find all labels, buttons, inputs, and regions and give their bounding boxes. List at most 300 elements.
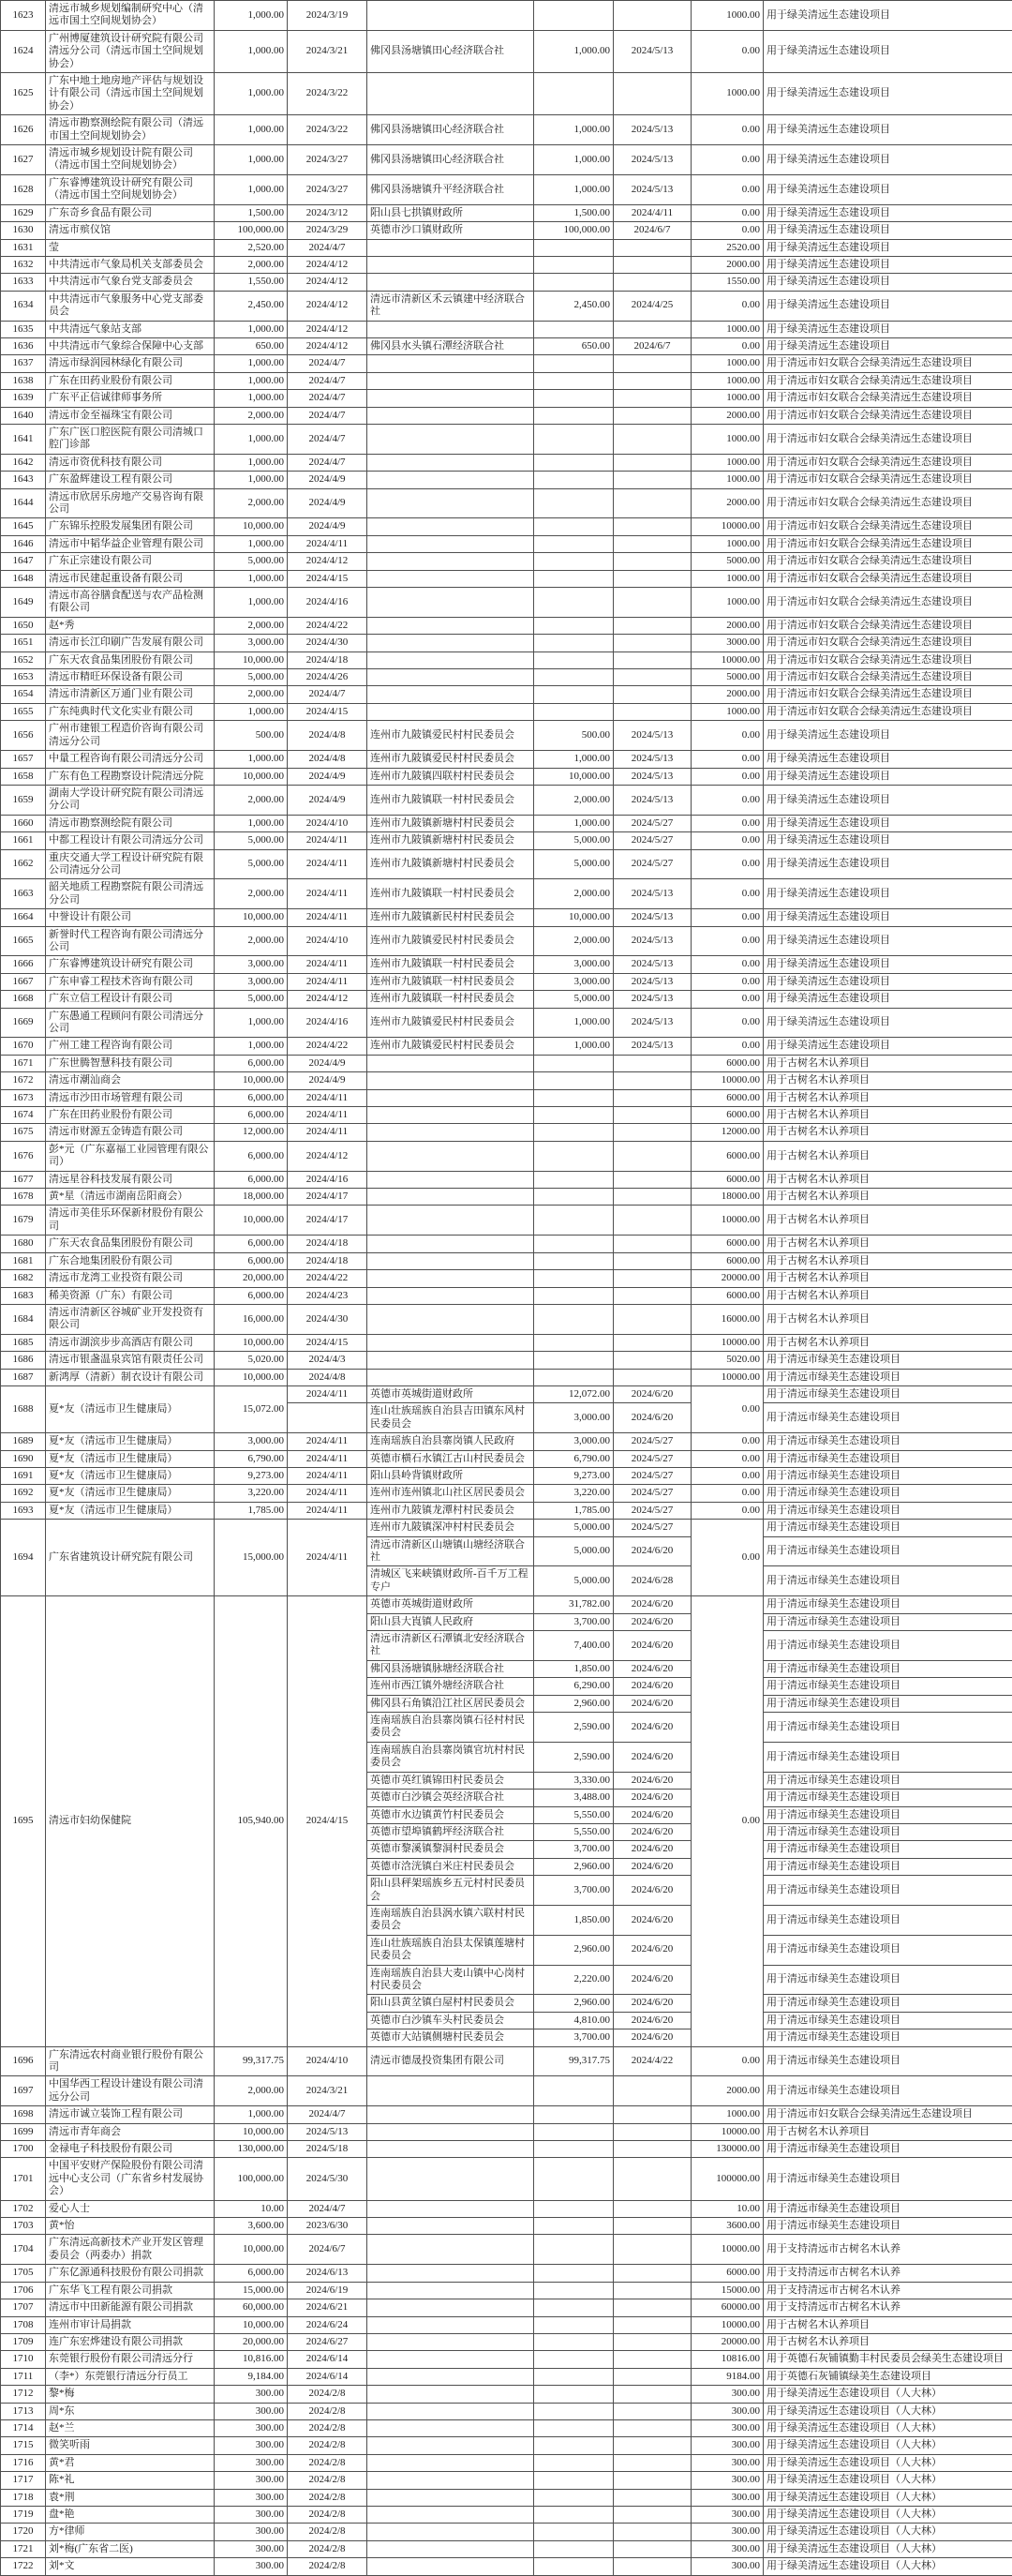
table-row bbox=[1, 879, 1012, 909]
cell-donor-name: 连州市审计局捐款 bbox=[46, 2316, 215, 2333]
cell-purpose: 用于古树名木认养项目 bbox=[764, 2333, 1012, 2350]
cell-disbursed-amount bbox=[534, 535, 614, 552]
cell-donation-amount: 10,000.00 bbox=[215, 2316, 288, 2333]
cell-row-number: 1717 bbox=[1, 2472, 46, 2489]
cell-purpose: 用于绿美清远生态建设项目 bbox=[764, 337, 1012, 354]
cell-donor-name: 广东广医口腔医院有限公司清城口腔门诊部 bbox=[46, 424, 215, 454]
cell-recipient-name: 佛冈县水头镇石潭经济联合社 bbox=[367, 337, 534, 354]
cell-donation-amount: 500.00 bbox=[215, 721, 288, 751]
cell-purpose: 用于清远市绿美生态建设项目 bbox=[764, 1433, 1012, 1450]
table-row bbox=[1, 1433, 1012, 1450]
cell-donation-amount: 20,000.00 bbox=[215, 2333, 288, 2350]
cell-purpose: 用于古树名木认养项目 bbox=[764, 1206, 1012, 1236]
cell-recipient-name bbox=[367, 588, 534, 618]
cell-donation-date: 2024/4/11 bbox=[288, 535, 367, 552]
cell-donation-amount: 6,000.00 bbox=[215, 1055, 288, 1071]
cell-balance: 0.00 bbox=[692, 1038, 764, 1055]
cell-donation-date: 2024/4/11 bbox=[288, 1485, 367, 1502]
cell-donation-date: 2024/4/18 bbox=[288, 1252, 367, 1269]
cell-purpose: 用于英德石灰铺镇绿美生态建设项目 bbox=[764, 2368, 1012, 2385]
cell-purpose: 用于清远市绿美生态建设项目 bbox=[764, 2076, 1012, 2106]
cell-row-number: 1671 bbox=[1, 1055, 46, 1071]
cell-recipient-name: 英德市浛洸镇白米庄村民委员会 bbox=[367, 1858, 534, 1875]
cell-disbursed-date bbox=[614, 355, 692, 372]
cell-purpose: 用于绿美清远生态建设项目（人大林） bbox=[764, 2472, 1012, 2489]
table-row bbox=[1, 535, 1012, 552]
cell-donation-date: 2024/4/16 bbox=[288, 588, 367, 618]
cell-donation-amount: 2,000.00 bbox=[215, 785, 288, 815]
cell-disbursed-date bbox=[614, 570, 692, 587]
table-row bbox=[1, 239, 1012, 256]
cell-donation-amount: 105,940.00 bbox=[215, 1596, 288, 2046]
cell-recipient-name bbox=[367, 2123, 534, 2140]
table-row bbox=[1, 274, 1012, 291]
cell-disbursed-amount bbox=[534, 1334, 614, 1351]
cell-balance: 10000.00 bbox=[692, 1334, 764, 1351]
cell-balance: 0.00 bbox=[692, 956, 764, 973]
cell-row-number: 1676 bbox=[1, 1141, 46, 1171]
table-row bbox=[1, 635, 1012, 651]
cell-row-number: 1653 bbox=[1, 669, 46, 686]
cell-row-number: 1631 bbox=[1, 239, 46, 256]
cell-purpose: 用于绿美清远生态建设项目 bbox=[764, 30, 1012, 72]
cell-disbursed-amount bbox=[534, 355, 614, 372]
cell-purpose: 用于绿美清远生态建设项目 bbox=[764, 849, 1012, 879]
cell-purpose: 用于清远市绿美生态建设项目 bbox=[764, 1566, 1012, 1596]
cell-purpose: 用于清远市绿美生态建设项目 bbox=[764, 2046, 1012, 2076]
cell-purpose: 用于清远市绿美生态建设项目 bbox=[764, 1403, 1012, 1433]
cell-purpose: 用于清远市妇女联合会绿美清远生态建设项目 bbox=[764, 355, 1012, 372]
cell-balance: 6000.00 bbox=[692, 1055, 764, 1071]
cell-recipient-name: 连州市九陂镇新民村村民委员会 bbox=[367, 909, 534, 926]
cell-recipient-name: 连州市九陂镇联一村村民委员会 bbox=[367, 879, 534, 909]
cell-donation-amount: 5,000.00 bbox=[215, 849, 288, 879]
cell-purpose: 用于绿美清远生态建设项目 bbox=[764, 785, 1012, 815]
cell-recipient-name bbox=[367, 454, 534, 471]
cell-recipient-name bbox=[367, 2351, 534, 2368]
cell-disbursed-amount: 3,488.00 bbox=[534, 1790, 614, 1806]
cell-disbursed-date: 2024/6/20 bbox=[614, 1772, 692, 1789]
cell-balance: 0.00 bbox=[692, 849, 764, 879]
cell-recipient-name bbox=[367, 635, 534, 651]
cell-donation-amount: 1,000.00 bbox=[215, 30, 288, 72]
cell-purpose: 用于绿美清远生态建设项目 bbox=[764, 721, 1012, 751]
cell-disbursed-amount: 3,000.00 bbox=[534, 956, 614, 973]
cell-donation-date: 2024/2/8 bbox=[288, 2506, 367, 2523]
cell-purpose: 用于古树名木认养项目 bbox=[764, 1171, 1012, 1188]
cell-disbursed-date: 2024/5/13 bbox=[614, 909, 692, 926]
cell-donation-amount: 2,000.00 bbox=[215, 407, 288, 424]
cell-recipient-name bbox=[367, 2403, 534, 2419]
cell-recipient-name: 连州市九陂镇爱民村村民委员会 bbox=[367, 926, 534, 956]
cell-donation-amount: 9,273.00 bbox=[215, 1467, 288, 1484]
cell-donation-date: 2024/2/8 bbox=[288, 2419, 367, 2436]
cell-row-number: 1705 bbox=[1, 2265, 46, 2282]
cell-row-number: 1675 bbox=[1, 1124, 46, 1141]
cell-balance: 60000.00 bbox=[692, 2299, 764, 2316]
cell-recipient-name: 连州市九陂镇新塘村村民委员会 bbox=[367, 849, 534, 879]
cell-recipient-name bbox=[367, 1, 534, 31]
cell-row-number: 1683 bbox=[1, 1287, 46, 1304]
cell-purpose: 用于清远市妇女联合会绿美清远生态建设项目 bbox=[764, 669, 1012, 686]
table-row bbox=[1, 926, 1012, 956]
cell-donation-amount: 6,000.00 bbox=[215, 2265, 288, 2282]
cell-purpose: 用于清远市妇女联合会绿美清远生态建设项目 bbox=[764, 2106, 1012, 2123]
cell-disbursed-amount bbox=[534, 1055, 614, 1071]
cell-balance: 300.00 bbox=[692, 2437, 764, 2454]
table-row bbox=[1, 2235, 1012, 2265]
cell-disbursed-date: 2024/6/20 bbox=[614, 1631, 692, 1661]
cell-donor-name: 中都工程设计有限公司清远分公司 bbox=[46, 832, 215, 849]
cell-recipient-name bbox=[367, 424, 534, 454]
table-row bbox=[1, 973, 1012, 990]
cell-donation-amount: 1,000.00 bbox=[215, 1038, 288, 1055]
cell-purpose: 用于清远市绿美生态建设项目 bbox=[764, 1935, 1012, 1965]
cell-donation-date: 2024/4/9 bbox=[288, 472, 367, 488]
cell-donation-amount: 1,500.00 bbox=[215, 204, 288, 221]
cell-disbursed-amount bbox=[534, 2333, 614, 2350]
cell-row-number: 1680 bbox=[1, 1236, 46, 1252]
cell-purpose: 用于绿美清远生态建设项目 bbox=[764, 222, 1012, 239]
cell-donation-date: 2024/4/11 bbox=[288, 956, 367, 973]
cell-row-number: 1623 bbox=[1, 1, 46, 31]
cell-donor-name: 清远市绿润园林绿化有限公司 bbox=[46, 355, 215, 372]
cell-balance: 6000.00 bbox=[692, 1171, 764, 1188]
cell-balance: 9184.00 bbox=[692, 2368, 764, 2385]
cell-purpose: 用于清远市绿美生态建设项目 bbox=[764, 1352, 1012, 1369]
cell-balance: 1000.00 bbox=[692, 73, 764, 115]
cell-donor-name: 广东有色工程勘察设计院清远分院 bbox=[46, 768, 215, 785]
cell-disbursed-amount bbox=[534, 2558, 614, 2575]
cell-disbursed-amount: 5,000.00 bbox=[534, 849, 614, 879]
cell-recipient-name: 连南瑶族自治县寨岗镇石径村村民委员会 bbox=[367, 1713, 534, 1743]
cell-donation-date: 2024/3/27 bbox=[288, 145, 367, 175]
cell-donation-date: 2024/4/11 bbox=[288, 1124, 367, 1141]
table-row bbox=[1, 390, 1012, 407]
cell-disbursed-date bbox=[614, 2200, 692, 2217]
cell-donation-date: 2024/4/16 bbox=[288, 1008, 367, 1038]
table-row bbox=[1, 2386, 1012, 2403]
cell-disbursed-amount bbox=[534, 686, 614, 703]
cell-donation-amount: 1,000.00 bbox=[215, 355, 288, 372]
cell-donor-name: 广东世腾智慧科技有限公司 bbox=[46, 1055, 215, 1071]
cell-balance: 6000.00 bbox=[692, 1236, 764, 1252]
cell-disbursed-amount bbox=[534, 1206, 614, 1236]
cell-disbursed-amount: 1,850.00 bbox=[534, 1660, 614, 1677]
cell-purpose: 用于清远市妇女联合会绿美清远生态建设项目 bbox=[764, 617, 1012, 634]
cell-recipient-name bbox=[367, 535, 534, 552]
table-row bbox=[1, 721, 1012, 751]
cell-row-number: 1642 bbox=[1, 454, 46, 471]
cell-donation-date: 2024/4/12 bbox=[288, 291, 367, 321]
cell-disbursed-date: 2024/6/20 bbox=[614, 1858, 692, 1875]
cell-purpose: 用于古树名木认养项目 bbox=[764, 1141, 1012, 1171]
cell-donation-date: 2024/4/15 bbox=[288, 703, 367, 720]
cell-disbursed-amount bbox=[534, 2351, 614, 2368]
cell-purpose: 用于清远市绿美生态建设项目 bbox=[764, 1742, 1012, 1772]
cell-donation-date: 2024/2/8 bbox=[288, 2489, 367, 2506]
cell-recipient-name bbox=[367, 553, 534, 570]
cell-donation-amount: 1,000.00 bbox=[215, 570, 288, 587]
table-row bbox=[1, 2506, 1012, 2523]
cell-balance: 3000.00 bbox=[692, 635, 764, 651]
cell-row-number: 1673 bbox=[1, 1089, 46, 1106]
cell-balance: 2000.00 bbox=[692, 256, 764, 273]
cell-row-number: 1701 bbox=[1, 2158, 46, 2200]
cell-donor-name: 广东愚通工程顾问有限公司清远分公司 bbox=[46, 1008, 215, 1038]
cell-recipient-name bbox=[367, 73, 534, 115]
cell-recipient-name bbox=[367, 1141, 534, 1171]
donation-table-body bbox=[1, 1, 1012, 2576]
cell-row-number: 1635 bbox=[1, 321, 46, 337]
cell-row-number: 1630 bbox=[1, 222, 46, 239]
cell-row-number: 1704 bbox=[1, 2235, 46, 2265]
cell-donation-date: 2024/4/9 bbox=[288, 1055, 367, 1071]
cell-donation-amount: 3,000.00 bbox=[215, 1433, 288, 1450]
cell-disbursed-amount: 3,220.00 bbox=[534, 1485, 614, 1502]
cell-donor-name: 陈*礼 bbox=[46, 2472, 215, 2489]
cell-donor-name: 黄*怡 bbox=[46, 2218, 215, 2235]
cell-row-number: 1629 bbox=[1, 204, 46, 221]
cell-donation-amount: 300.00 bbox=[215, 2419, 288, 2436]
cell-disbursed-date: 2024/5/13 bbox=[614, 115, 692, 145]
cell-purpose: 用于清远市绿美生态建设项目 bbox=[764, 1450, 1012, 1467]
cell-recipient-name bbox=[367, 2386, 534, 2403]
table-row bbox=[1, 1038, 1012, 1055]
cell-recipient-name: 佛冈县汤塘镇脉塘经济联合社 bbox=[367, 1660, 534, 1677]
cell-balance: 100000.00 bbox=[692, 2158, 764, 2200]
cell-row-number: 1716 bbox=[1, 2454, 46, 2471]
table-row bbox=[1, 2437, 1012, 2454]
cell-recipient-name: 连山壮族瑶族自治县太保镇莲塘村民委员会 bbox=[367, 1935, 534, 1965]
cell-donation-amount: 1,000.00 bbox=[215, 321, 288, 337]
cell-donor-name: （李*）东莞银行清远分行员工 bbox=[46, 2368, 215, 2385]
table-row bbox=[1, 1141, 1012, 1171]
cell-disbursed-amount: 5,000.00 bbox=[534, 1520, 614, 1536]
cell-recipient-name: 佛冈县石角镇沿江社区居民委员会 bbox=[367, 1695, 534, 1712]
cell-purpose: 用于支持清远市古树名木认养 bbox=[764, 2299, 1012, 2316]
table-row bbox=[1, 686, 1012, 703]
cell-disbursed-date bbox=[614, 1252, 692, 1269]
cell-purpose: 用于清远市绿美生态建设项目 bbox=[764, 1678, 1012, 1695]
cell-donation-amount: 1,000.00 bbox=[215, 1008, 288, 1038]
cell-balance: 2000.00 bbox=[692, 407, 764, 424]
table-row bbox=[1, 2076, 1012, 2106]
cell-donor-name: 清远市勘察测绘院有限公司（清远市国土空间规划协会） bbox=[46, 115, 215, 145]
cell-donation-amount: 6,000.00 bbox=[215, 1171, 288, 1188]
cell-disbursed-date: 2024/5/13 bbox=[614, 768, 692, 785]
cell-disbursed-date bbox=[614, 2540, 692, 2557]
cell-purpose: 用于清远市绿美生态建设项目 bbox=[764, 2141, 1012, 2158]
cell-disbursed-date bbox=[614, 407, 692, 424]
cell-donation-date: 2024/4/9 bbox=[288, 518, 367, 535]
cell-donation-date: 2024/4/22 bbox=[288, 1270, 367, 1287]
cell-disbursed-date: 2024/5/27 bbox=[614, 832, 692, 849]
cell-recipient-name: 佛冈县汤塘镇田心经济联合社 bbox=[367, 145, 534, 175]
cell-disbursed-date bbox=[614, 1089, 692, 1106]
cell-disbursed-amount bbox=[534, 488, 614, 518]
cell-purpose: 用于绿美清远生态建设项目（人大林） bbox=[764, 2437, 1012, 2454]
cell-donation-amount: 6,000.00 bbox=[215, 1089, 288, 1106]
cell-disbursed-amount bbox=[534, 407, 614, 424]
cell-row-number: 1628 bbox=[1, 174, 46, 204]
cell-row-number: 1665 bbox=[1, 926, 46, 956]
cell-purpose: 用于绿美清远生态建设项目 bbox=[764, 1008, 1012, 1038]
cell-purpose: 用于绿美清远生态建设项目 bbox=[764, 174, 1012, 204]
cell-purpose: 用于清远市妇女联合会绿美清远生态建设项目 bbox=[764, 454, 1012, 471]
cell-disbursed-date: 2024/5/13 bbox=[614, 721, 692, 751]
cell-disbursed-date: 2024/5/13 bbox=[614, 973, 692, 990]
cell-recipient-name bbox=[367, 2454, 534, 2471]
cell-recipient-name bbox=[367, 2316, 534, 2333]
cell-disbursed-amount: 9,273.00 bbox=[534, 1467, 614, 1484]
cell-disbursed-date: 2024/5/27 bbox=[614, 1485, 692, 1502]
cell-recipient-name: 清远市德晟投资集团有限公司 bbox=[367, 2046, 534, 2076]
table-row bbox=[1, 1171, 1012, 1188]
cell-donor-name: 清远市欣居乐房地产交易咨询有限公司 bbox=[46, 488, 215, 518]
cell-donation-amount: 10,000.00 bbox=[215, 1206, 288, 1236]
cell-disbursed-date: 2024/6/20 bbox=[614, 1403, 692, 1433]
cell-disbursed-date bbox=[614, 2489, 692, 2506]
cell-donor-name: 清远市城乡规划编制研究中心（清远市国土空间规划协会） bbox=[46, 1, 215, 31]
cell-purpose: 用于清远市绿美生态建设项目 bbox=[764, 2200, 1012, 2217]
cell-recipient-name bbox=[367, 2368, 534, 2385]
cell-recipient-name bbox=[367, 669, 534, 686]
cell-row-number: 1712 bbox=[1, 2386, 46, 2403]
cell-row-number: 1710 bbox=[1, 2351, 46, 2368]
cell-balance: 1000.00 bbox=[692, 570, 764, 587]
cell-disbursed-date bbox=[614, 1206, 692, 1236]
cell-balance: 0.00 bbox=[692, 768, 764, 785]
cell-donor-name: 广东清远高新技术产业开发区管理委员会（两委办）捐款 bbox=[46, 2235, 215, 2265]
cell-disbursed-date: 2024/4/22 bbox=[614, 2046, 692, 2076]
cell-disbursed-date bbox=[614, 2351, 692, 2368]
cell-row-number: 1625 bbox=[1, 73, 46, 115]
cell-donor-name: 清远市资优科技有限公司 bbox=[46, 454, 215, 471]
cell-balance: 0.00 bbox=[692, 721, 764, 751]
cell-recipient-name bbox=[367, 2558, 534, 2575]
cell-disbursed-date: 2024/6/20 bbox=[614, 1841, 692, 1858]
cell-disbursed-amount bbox=[534, 472, 614, 488]
cell-purpose: 用于绿美清远生态建设项目 bbox=[764, 991, 1012, 1008]
cell-donation-amount: 2,450.00 bbox=[215, 291, 288, 321]
cell-donation-date: 2024/4/12 bbox=[288, 1141, 367, 1171]
cell-donor-name: 彭*元（广东嘉福工业园管理有限公司） bbox=[46, 1141, 215, 1171]
cell-balance: 300.00 bbox=[692, 2489, 764, 2506]
cell-row-number: 1649 bbox=[1, 588, 46, 618]
cell-purpose: 用于古树名木认养项目 bbox=[764, 1189, 1012, 1206]
cell-disbursed-date: 2024/6/20 bbox=[614, 1695, 692, 1712]
cell-recipient-name bbox=[367, 355, 534, 372]
table-row bbox=[1, 570, 1012, 587]
cell-balance: 0.00 bbox=[692, 174, 764, 204]
cell-donation-date: 2024/3/21 bbox=[288, 30, 367, 72]
cell-donation-amount: 15,000.00 bbox=[215, 2282, 288, 2299]
cell-donor-name: 清远市金至福珠宝有限公司 bbox=[46, 407, 215, 424]
cell-balance: 10816.00 bbox=[692, 2351, 764, 2368]
cell-disbursed-amount: 3,700.00 bbox=[534, 2029, 614, 2046]
cell-disbursed-amount bbox=[534, 1369, 614, 1385]
cell-recipient-name bbox=[367, 239, 534, 256]
cell-purpose: 用于清远市绿美生态建设项目 bbox=[764, 1536, 1012, 1566]
cell-donor-name: 广东天农食品集团股份有限公司 bbox=[46, 1236, 215, 1252]
table-row bbox=[1, 355, 1012, 372]
cell-donation-amount: 1,000.00 bbox=[215, 454, 288, 471]
cell-donation-amount: 10,816.00 bbox=[215, 2351, 288, 2368]
cell-donation-date: 2024/4/17 bbox=[288, 1206, 367, 1236]
cell-purpose: 用于绿美清远生态建设项目 bbox=[764, 256, 1012, 273]
cell-donation-date: 2024/4/12 bbox=[288, 991, 367, 1008]
cell-donor-name: 清远市勘察测绘院有限公司 bbox=[46, 815, 215, 831]
cell-disbursed-amount: 1,500.00 bbox=[534, 204, 614, 221]
cell-row-number: 1633 bbox=[1, 274, 46, 291]
cell-row-number: 1663 bbox=[1, 879, 46, 909]
cell-disbursed-amount bbox=[534, 1252, 614, 1269]
cell-donation-date: 2024/4/7 bbox=[288, 407, 367, 424]
cell-recipient-name bbox=[367, 2076, 534, 2106]
cell-recipient-name bbox=[367, 372, 534, 389]
table-row bbox=[1, 1, 1012, 31]
cell-balance: 20000.00 bbox=[692, 1270, 764, 1287]
cell-recipient-name: 阳山县大崀镇人民政府 bbox=[367, 1613, 534, 1630]
cell-purpose: 用于清远市妇女联合会绿美清远生态建设项目 bbox=[764, 518, 1012, 535]
cell-purpose: 用于清远市妇女联合会绿美清远生态建设项目 bbox=[764, 703, 1012, 720]
cell-disbursed-date bbox=[614, 1072, 692, 1089]
cell-balance: 10000.00 bbox=[692, 1206, 764, 1236]
cell-donor-name: 方*律师 bbox=[46, 2524, 215, 2540]
cell-donor-name: 广东在田药业股份有限公司 bbox=[46, 372, 215, 389]
cell-donation-date: 2024/4/7 bbox=[288, 686, 367, 703]
table-row bbox=[1, 2524, 1012, 2540]
cell-disbursed-amount bbox=[534, 2076, 614, 2106]
cell-balance: 300.00 bbox=[692, 2419, 764, 2436]
cell-purpose: 用于支持清远市古树名木认养 bbox=[764, 2235, 1012, 2265]
cell-disbursed-date: 2024/6/20 bbox=[614, 1678, 692, 1695]
table-row bbox=[1, 115, 1012, 145]
cell-row-number: 1693 bbox=[1, 1502, 46, 1519]
cell-recipient-name: 英德市望埠镇鹤坪经济联合社 bbox=[367, 1823, 534, 1840]
cell-donation-date: 2024/6/14 bbox=[288, 2368, 367, 2385]
table-row bbox=[1, 291, 1012, 321]
cell-recipient-name: 英德市英城街道财政所 bbox=[367, 1596, 534, 1613]
cell-balance: 300.00 bbox=[692, 2386, 764, 2403]
cell-row-number: 1720 bbox=[1, 2524, 46, 2540]
cell-purpose: 用于清远市绿美生态建设项目 bbox=[764, 2158, 1012, 2200]
cell-row-number: 1670 bbox=[1, 1038, 46, 1055]
cell-donation-amount: 650.00 bbox=[215, 337, 288, 354]
cell-recipient-name bbox=[367, 1171, 534, 1188]
cell-purpose: 用于清远市绿美生态建设项目 bbox=[764, 2029, 1012, 2046]
cell-donor-name: 中共清远市气象服务中心党支部委员会 bbox=[46, 291, 215, 321]
cell-disbursed-amount: 2,960.00 bbox=[534, 1995, 614, 2012]
cell-donation-amount: 1,000.00 bbox=[215, 1, 288, 31]
cell-disbursed-date bbox=[614, 454, 692, 471]
table-row bbox=[1, 1089, 1012, 1106]
cell-disbursed-date bbox=[614, 2368, 692, 2385]
cell-recipient-name: 阳山县岭背镇财政所 bbox=[367, 1467, 534, 1484]
cell-recipient-name bbox=[367, 1236, 534, 1252]
cell-balance: 0.00 bbox=[692, 973, 764, 990]
cell-disbursed-date: 2024/5/13 bbox=[614, 751, 692, 768]
cell-donor-name: 广东申睿工程技术咨询有限公司 bbox=[46, 973, 215, 990]
cell-purpose: 用于绿美清远生态建设项目 bbox=[764, 1038, 1012, 1055]
cell-donor-name: 清远市妇幼保健院 bbox=[46, 1596, 215, 2046]
cell-donation-date: 2024/4/7 bbox=[288, 424, 367, 454]
table-row bbox=[1, 2558, 1012, 2575]
cell-recipient-name: 连州市九陂镇联一村村民委员会 bbox=[367, 956, 534, 973]
cell-disbursed-amount bbox=[534, 2489, 614, 2506]
cell-row-number: 1637 bbox=[1, 355, 46, 372]
